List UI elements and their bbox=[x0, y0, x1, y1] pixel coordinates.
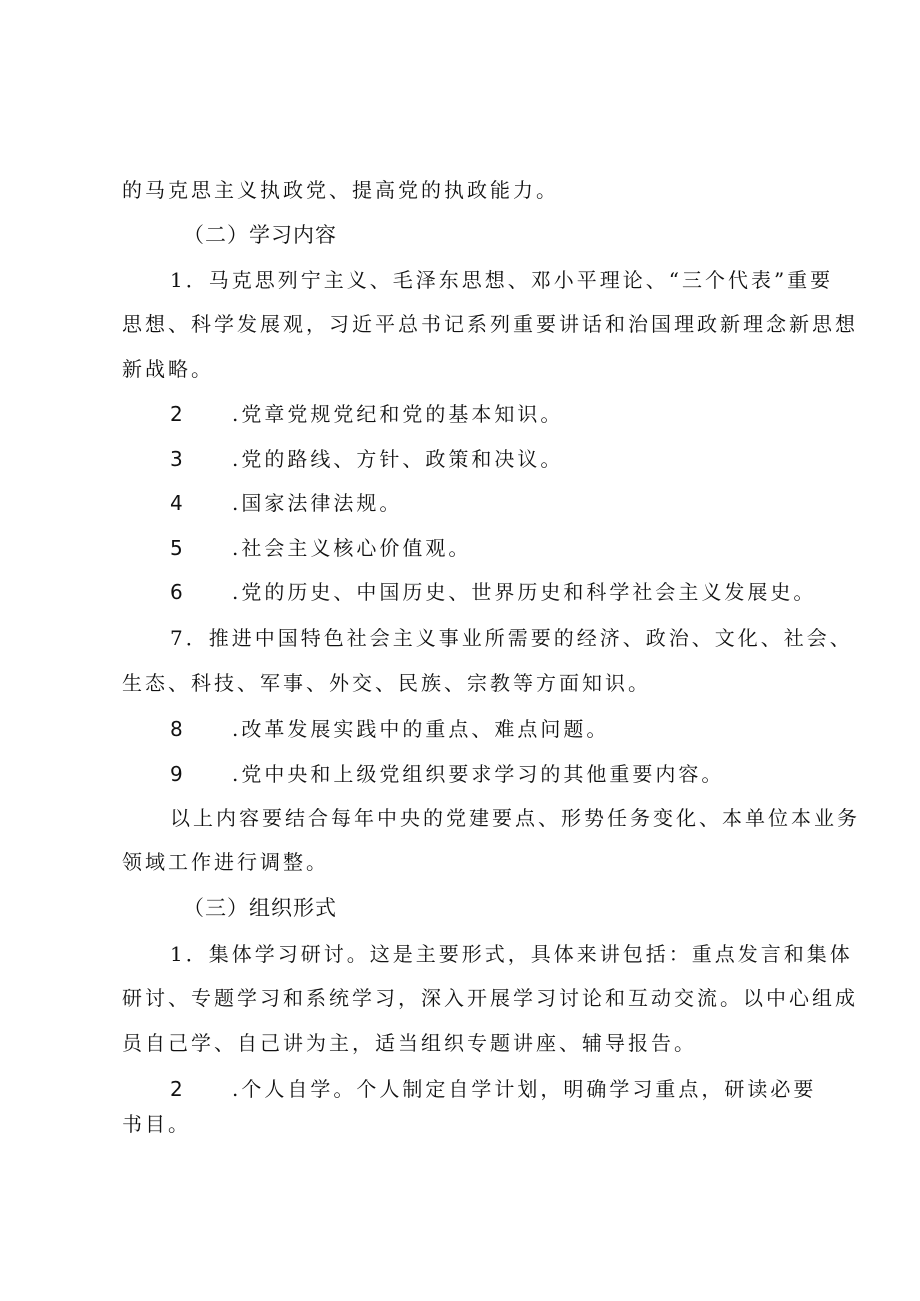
item-number: 3 bbox=[170, 447, 183, 471]
item-number: 2 bbox=[170, 1077, 183, 1101]
s2-item1-line2: 思想、科学发展观，习近平总书记系列重要讲话和治国理政新理念新思想 bbox=[122, 312, 858, 336]
s2-item3 bbox=[170, 445, 563, 473]
item-number: 5 bbox=[170, 536, 183, 560]
s3-item1-line3: 员自己学、自己讲为主，适当组织专题讲座、辅导报告。 bbox=[122, 1031, 697, 1055]
item-text: .改革发展实践中的重点、难点问题。 bbox=[232, 717, 610, 741]
s3-item1-line1: 1．集体学习研讨。这是主要形式，具体来讲包括：重点发言和集体 bbox=[170, 942, 853, 966]
section3-heading: （三）组织形式 bbox=[183, 896, 337, 920]
s2-item4 bbox=[170, 489, 402, 517]
item-text: .党章党规党纪和党的基本知识。 bbox=[232, 402, 564, 426]
s2-item7-line2: 生态、科技、军事、外交、民族、宗教等方面知识。 bbox=[122, 671, 651, 695]
s2-item1-line1: 1．马克思列宁主义、毛泽东思想、邓小平理论、“三个代表”重要 bbox=[170, 268, 834, 292]
section2-heading: （二）学习内容 bbox=[183, 223, 337, 247]
s3-item2 bbox=[170, 1075, 816, 1103]
s3-item2-line2: 书目。 bbox=[122, 1112, 191, 1136]
item-text: .党中央和上级党组织要求学习的其他重要内容。 bbox=[232, 762, 725, 786]
s2-note-line1: 以上内容要结合每年中央的党建要点、形势任务变化、本单位本业务 bbox=[170, 806, 860, 830]
intro-tail-line: 的马克思主义执政党、提高党的执政能力。 bbox=[122, 178, 559, 202]
s2-item2 bbox=[170, 400, 563, 428]
s2-item8 bbox=[170, 715, 609, 743]
s3-item1-line2: 研讨、专题学习和系统学习，深入开展学习讨论和互动交流。以中心组成 bbox=[122, 986, 858, 1010]
s2-item9 bbox=[170, 760, 724, 788]
s2-item6 bbox=[170, 578, 816, 606]
s2-item5 bbox=[170, 534, 471, 562]
s2-item1-line3: 新战略。 bbox=[122, 357, 214, 381]
item-number: 4 bbox=[170, 491, 183, 515]
item-number: 8 bbox=[170, 717, 183, 741]
item-text: .个人自学。个人制定自学计划，明确学习重点，研读必要 bbox=[232, 1077, 817, 1101]
item-number: 2 bbox=[170, 402, 183, 426]
item-text: .社会主义核心价值观。 bbox=[232, 536, 472, 560]
s2-note-line2: 领域工作进行调整。 bbox=[122, 850, 329, 874]
item-text: .国家法律法规。 bbox=[232, 491, 403, 515]
item-number: 6 bbox=[170, 580, 183, 604]
item-text: .党的路线、方针、政策和决议。 bbox=[232, 447, 564, 471]
item-number: 9 bbox=[170, 762, 183, 786]
item-text: .党的历史、中国历史、世界历史和科学社会主义发展史。 bbox=[232, 580, 817, 604]
s2-item7-line1: 7．推进中国特色社会主义事业所需要的经济、政治、文化、社会、 bbox=[170, 626, 853, 650]
